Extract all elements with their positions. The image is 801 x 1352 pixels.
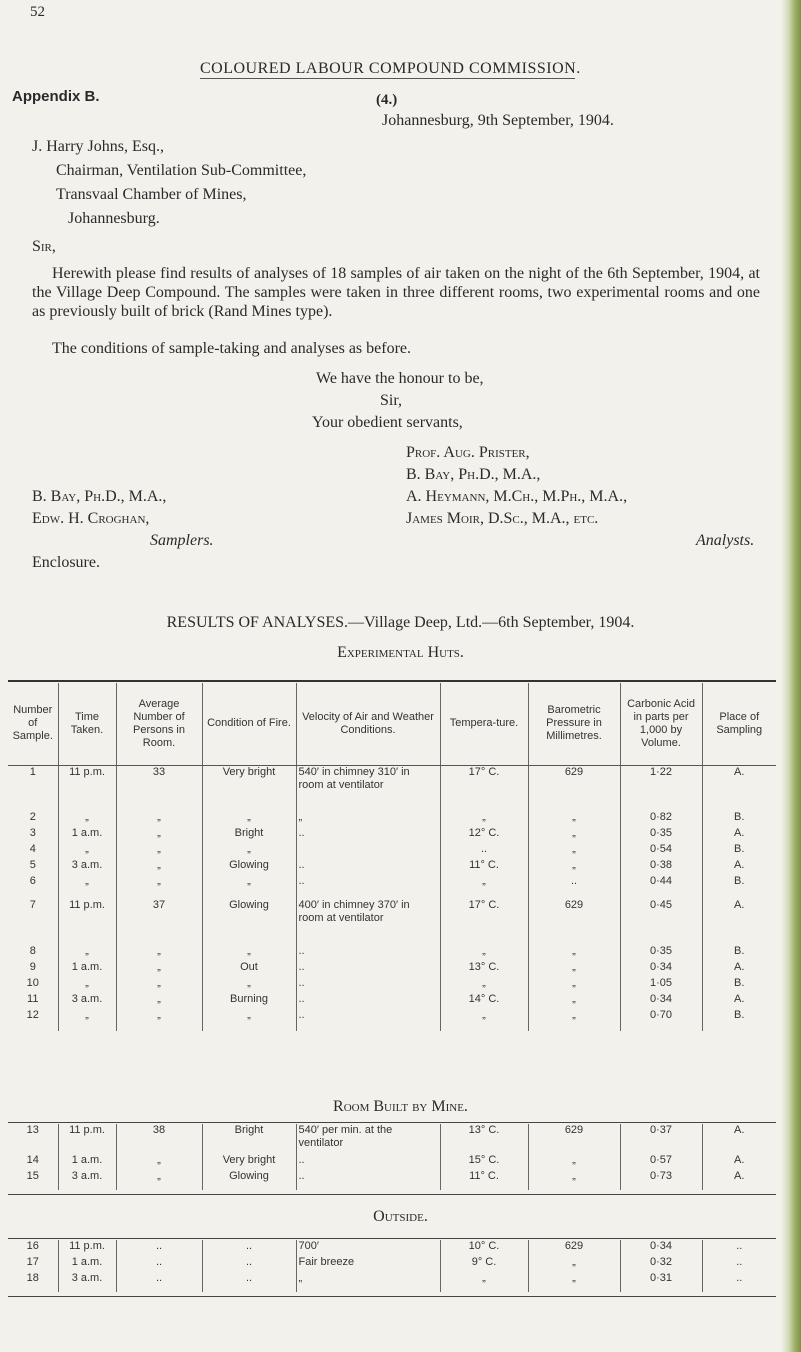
table-cell: 11 p.m. (58, 1240, 116, 1256)
addressee-line: J. Harry Johns, Esq., (32, 138, 164, 155)
table-cell: „ (528, 1154, 620, 1170)
table-cell: .. (296, 1170, 440, 1190)
table-cell: „ (528, 811, 620, 827)
section-rule (8, 1122, 776, 1123)
table-cell: .. (296, 827, 440, 843)
table-cell: B. (702, 811, 776, 827)
table-cell: 0·31 (620, 1272, 702, 1292)
addressee-line: Johannesburg. (68, 210, 160, 227)
table-cell: „ (58, 945, 116, 961)
table-row (8, 961, 776, 977)
letter-number: (4.) (376, 92, 398, 108)
table-cell: 0·54 (620, 843, 702, 859)
body-paragraph: Herewith please find results of analyses of 18 samples of air taken on the night of the 6th September, 1904, at the Village Deep Compound. The samples were taken in three different rooms, two experimental rooms and one as previously built of brick (Rand Mines type). (32, 265, 760, 320)
table-cell: 0·57 (620, 1154, 702, 1170)
table-cell: „ (116, 1009, 202, 1031)
table-cell: „ (440, 977, 528, 993)
table-cell: A. (702, 859, 776, 875)
table-row (8, 827, 776, 843)
column-header: Tempera-ture. (440, 683, 528, 765)
table-cell: „ (202, 1009, 296, 1031)
table-cell (296, 843, 440, 859)
table-cell: 11 p.m. (58, 899, 116, 945)
table-cell: 540′ per min. at the ventilator (296, 1124, 440, 1154)
table-cell: „ (116, 827, 202, 843)
table-cell: „ (440, 811, 528, 827)
table-cell: Glowing (202, 1170, 296, 1190)
table-cell: 0·82 (620, 811, 702, 827)
table-cell: B. (702, 945, 776, 961)
table-cell: 15° C. (440, 1154, 528, 1170)
table-cell: „ (296, 1272, 440, 1292)
table-top-rule (8, 680, 776, 682)
table-cell: B. (702, 843, 776, 859)
table-cell: 13° C. (440, 961, 528, 977)
table-cell: 700′ (296, 1240, 440, 1256)
table-cell: „ (116, 843, 202, 859)
table-cell: „ (528, 1009, 620, 1031)
table-cell: 0·34 (620, 993, 702, 1009)
table-cell: 11° C. (440, 859, 528, 875)
table-cell: „ (528, 859, 620, 875)
table-cell: 11° C. (440, 1170, 528, 1190)
analyst-name: B. Bay, Ph.D., M.A., (406, 466, 541, 483)
table-cell: A. (702, 993, 776, 1009)
table-cell: „ (202, 875, 296, 899)
table-cell: .. (202, 1240, 296, 1256)
table-body (8, 765, 776, 1031)
column-header: Carbonic Acid in parts per 1,000 by Volume. (620, 683, 702, 765)
table-cell: 2 (29, 811, 36, 823)
table-cell: .. (528, 875, 620, 899)
table-cell: 0·37 (620, 1124, 702, 1154)
table-cell: 0·45 (620, 899, 702, 945)
sampler-name: B. Bay, Ph.D., M.A., (32, 488, 167, 505)
column-header: Place of Sampling (702, 683, 776, 765)
table-cell: 0·34 (620, 1240, 702, 1256)
table-cell: 629 (528, 1124, 620, 1154)
table-cell: 7 (29, 899, 36, 911)
table-cell: 1·05 (620, 977, 702, 993)
column-header: Time Taken. (58, 683, 116, 765)
table-cell: Glowing (202, 859, 296, 875)
table-cell: A. (702, 827, 776, 843)
table-cell: B. (702, 977, 776, 993)
results-title: RESULTS OF ANALYSES.—Village Deep, Ltd.—6th September, 1904. (166, 614, 635, 631)
table-cell: .. (116, 1240, 202, 1256)
table-cell: Burning (202, 993, 296, 1009)
table-cell: .. (202, 1272, 296, 1292)
table-row (8, 843, 776, 859)
table-cell: 0·70 (620, 1009, 702, 1031)
table-cell: 1 (29, 765, 36, 778)
column-header: Barometric Pressure in Millimetres. (528, 683, 620, 765)
table-cell: „ (528, 945, 620, 961)
table-row (8, 1240, 776, 1256)
results-table-experimental (8, 683, 776, 1031)
addressee-line: Transvaal Chamber of Mines, (56, 186, 247, 203)
table-cell: 1 a.m. (58, 827, 116, 843)
table-cell: 0·73 (620, 1170, 702, 1190)
table-row (8, 977, 776, 993)
section-title-mine-room: Room Built by Mine. (333, 1098, 468, 1115)
table-cell: „ (202, 811, 296, 827)
table-cell: 0·44 (620, 875, 702, 899)
table-cell: .. (296, 1009, 440, 1031)
running-header: COLOURED LABOUR COMPOUND COMMISSION. (200, 60, 581, 77)
table-cell: A. (702, 1170, 776, 1190)
table-cell: „ (116, 1154, 202, 1170)
table-cell: Out (202, 961, 296, 977)
table-cell: „ (440, 945, 528, 961)
table-cell: 1 a.m. (58, 961, 116, 977)
table-cell: 9 (29, 961, 36, 973)
table-cell: 629 (528, 1240, 620, 1256)
table-cell: 3 a.m. (58, 993, 116, 1009)
table-cell: 0·32 (620, 1256, 702, 1272)
table-row (8, 1170, 776, 1190)
table-cell: 12 (26, 1009, 39, 1021)
table-cell: 1 a.m. (58, 1154, 116, 1170)
table-cell: „ (58, 875, 116, 899)
table-cell: 400′ in chimney 370′ in room at ventilator (296, 899, 440, 945)
table-cell: 3 (29, 827, 36, 839)
table-cell: 1·22 (620, 765, 702, 811)
table-cell: 629 (528, 765, 620, 811)
section-rule (8, 1238, 776, 1239)
table-cell: 0·35 (620, 827, 702, 843)
table-cell: 540′ in chimney 310′ in room at ventilator (296, 765, 440, 811)
table-cell: .. (296, 993, 440, 1009)
table-cell: „ (116, 945, 202, 961)
table-cell: 14° C. (440, 993, 528, 1009)
table-cell: „ (58, 843, 116, 859)
table-cell: 6 (29, 875, 36, 887)
analysts-label: Analysts. (696, 532, 755, 549)
table-row (8, 1124, 776, 1154)
sampler-name: Edw. H. Croghan, (32, 510, 150, 527)
table-cell: 15 (26, 1170, 39, 1182)
table-cell: „ (528, 1272, 620, 1292)
table-cell: 11 p.m. (58, 1124, 116, 1154)
table-header-row (8, 683, 776, 765)
page-number: 52 (30, 4, 45, 20)
table-cell: 0·38 (620, 859, 702, 875)
table-cell: .. (702, 1240, 776, 1256)
section-title-experimental: Experimental Huts. (337, 644, 464, 661)
table-cell: Very bright (202, 1154, 296, 1170)
samplers-label: Samplers. (150, 532, 214, 549)
section-rule (8, 1194, 776, 1195)
table-cell: 10° C. (440, 1240, 528, 1256)
table-cell: „ (528, 827, 620, 843)
appendix-label: Appendix B. (12, 88, 100, 105)
table-cell: .. (296, 961, 440, 977)
table-cell: „ (296, 811, 440, 827)
table-cell: .. (296, 1154, 440, 1170)
table-cell: 13° C. (440, 1124, 528, 1154)
table-cell: Fair breeze (296, 1256, 440, 1272)
analyst-name: James Moir, D.Sc., M.A., etc. (406, 510, 599, 527)
table-cell: „ (528, 977, 620, 993)
table-row (8, 875, 776, 899)
table-cell: „ (528, 1170, 620, 1190)
table-cell: „ (116, 961, 202, 977)
analyst-name: Prof. Aug. Prister, (406, 444, 530, 461)
table-cell: Bright (202, 827, 296, 843)
table-cell: A. (702, 765, 776, 811)
table-row (8, 899, 776, 945)
table-cell: Bright (202, 1124, 296, 1154)
table-cell: 1 a.m. (58, 1256, 116, 1272)
table-cell: „ (116, 859, 202, 875)
table-cell: A. (702, 899, 776, 945)
page-edge (781, 0, 801, 1352)
table-cell: .. (296, 875, 440, 899)
closing-line: We have the honour to be, (316, 370, 484, 387)
column-header: Velocity of Air and Weather Conditions. (296, 683, 440, 765)
table-cell: .. (296, 859, 440, 875)
table-cell: 16 (26, 1240, 39, 1252)
table-row (8, 1154, 776, 1170)
table-cell: „ (528, 1256, 620, 1272)
table-cell: „ (116, 811, 202, 827)
table-cell: „ (58, 977, 116, 993)
table-cell: A. (702, 961, 776, 977)
table-cell: 37 (116, 899, 202, 945)
table-cell: „ (528, 843, 620, 859)
table-cell: „ (116, 993, 202, 1009)
table-body (8, 1124, 776, 1190)
table-cell: .. (116, 1256, 202, 1272)
table-cell: .. (202, 1256, 296, 1272)
table-cell: „ (440, 1272, 528, 1292)
table-cell: „ (58, 1009, 116, 1031)
addressee-line: Chairman, Ventilation Sub-Committee, (56, 162, 307, 179)
table-cell: 38 (116, 1124, 202, 1154)
table-cell: .. (296, 945, 440, 961)
table-cell: .. (116, 1272, 202, 1292)
table-cell: 5 (29, 859, 36, 871)
table-cell: A. (702, 1154, 776, 1170)
table-cell: 12° C. (440, 827, 528, 843)
table-cell: .. (702, 1272, 776, 1292)
table-row (8, 765, 776, 811)
table-bottom-rule (8, 1296, 776, 1297)
dateline: Johannesburg, 9th September, 1904. (382, 112, 614, 129)
table-cell: 10 (26, 977, 39, 989)
body-paragraph: The conditions of sample-taking and analyses as before. (52, 340, 411, 357)
table-cell: B. (702, 1009, 776, 1031)
table-row (8, 1272, 776, 1292)
table-cell: „ (528, 961, 620, 977)
table-cell: 11 (27, 993, 39, 1005)
results-table-outside (8, 1240, 776, 1292)
column-header: Average Number of Persons in Room. (116, 683, 202, 765)
closing-line: Sir, (380, 392, 403, 409)
table-cell: „ (202, 843, 296, 859)
table-cell: 17 (26, 1256, 39, 1268)
table-cell: 11 p.m. (58, 765, 116, 811)
table-cell: 4 (29, 843, 36, 855)
table-cell: „ (440, 875, 528, 899)
table-cell: 17° C. (440, 899, 528, 945)
analyst-name: A. Heymann, M.Ch., M.Ph., M.A., (406, 488, 628, 505)
table-row (8, 993, 776, 1009)
table-cell: .. (296, 977, 440, 993)
table-cell: 14 (26, 1154, 39, 1166)
table-cell: 0·35 (620, 945, 702, 961)
enclosure-label: Enclosure. (32, 554, 100, 571)
table-cell: „ (440, 1009, 528, 1031)
table-cell: .. (702, 1256, 776, 1272)
table-cell: 18 (26, 1272, 39, 1284)
table-row (8, 1256, 776, 1272)
table-row (8, 811, 776, 827)
table-cell: 8 (29, 945, 36, 957)
results-table-mine-room (8, 1124, 776, 1190)
table-cell: Glowing (202, 899, 296, 945)
table-cell: „ (528, 993, 620, 1009)
column-header: Condition of Fire. (202, 683, 296, 765)
table-row (8, 1009, 776, 1031)
table-body (8, 1240, 776, 1292)
table-cell: A. (702, 1124, 776, 1154)
table-cell: .. (440, 843, 528, 859)
table-cell: „ (58, 811, 116, 827)
section-title-outside: Outside. (373, 1208, 428, 1225)
table-cell: B. (702, 875, 776, 899)
column-header: Number of Sample. (8, 683, 58, 765)
table-cell: 629 (528, 899, 620, 945)
table-cell: 3 a.m. (58, 1272, 116, 1292)
table-cell: „ (116, 1170, 202, 1190)
table-row (8, 859, 776, 875)
table-cell: 33 (116, 765, 202, 811)
table-cell: 17° C. (440, 765, 528, 811)
table-cell: 3 a.m. (58, 1170, 116, 1190)
salutation: Sir, (32, 238, 56, 255)
table-cell: „ (202, 945, 296, 961)
table-cell: „ (116, 875, 202, 899)
table-cell: Very bright (202, 765, 296, 811)
table-cell: 13 (26, 1124, 39, 1136)
table-cell: 3 a.m. (58, 859, 116, 875)
header-rule (200, 78, 575, 79)
table-cell: 9° C. (440, 1256, 528, 1272)
table-cell: „ (202, 977, 296, 993)
closing-line: Your obedient servants, (312, 414, 463, 431)
table-cell: „ (116, 977, 202, 993)
table-row (8, 945, 776, 961)
table-cell: 0·34 (620, 961, 702, 977)
